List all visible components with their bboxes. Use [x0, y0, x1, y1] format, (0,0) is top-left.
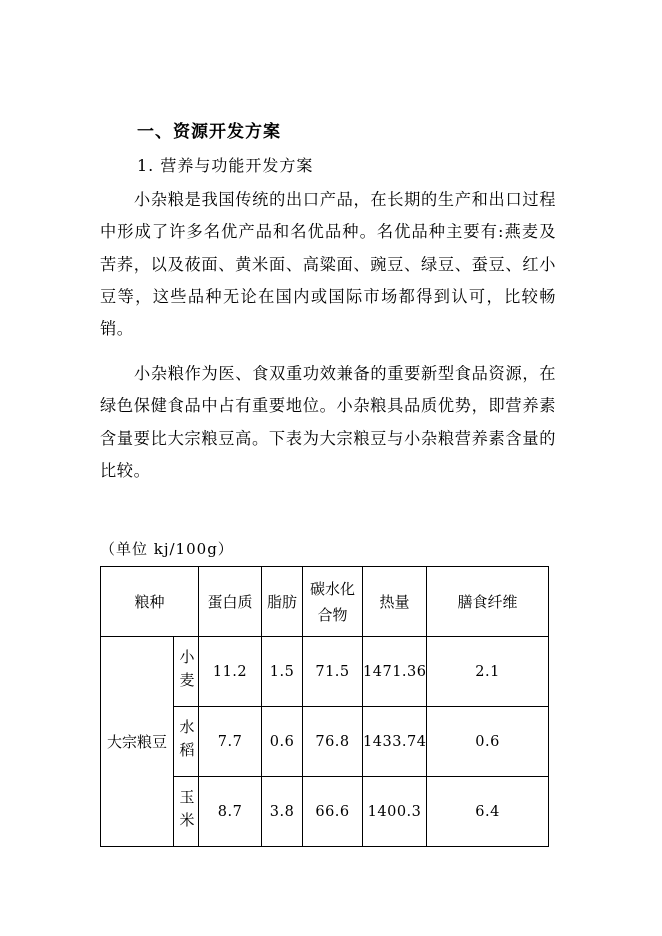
fiber-cell: 0.6 — [427, 707, 549, 777]
header-carbohydrate: 碳水化合物 — [303, 567, 363, 637]
carbohydrate-cell: 66.6 — [303, 777, 363, 847]
protein-cell: 7.7 — [199, 707, 262, 777]
fat-cell: 1.5 — [262, 637, 303, 707]
fat-cell: 3.8 — [262, 777, 303, 847]
paragraph-intro: 小杂粮是我国传统的出口产品，在长期的生产和出口过程中形成了许多名优产品和名优品种。名优品种主要有:燕麦及苦荞，以及莜面、黄米面、高粱面、豌豆、绿豆、蚕豆、红小豆等，这些品种无论在国内或国际市场都得到认可，比较畅销。 — [100, 190, 556, 339]
carbohydrate-cell: 71.5 — [303, 637, 363, 707]
carbohydrate-cell: 76.8 — [303, 707, 363, 777]
fiber-cell: 2.1 — [427, 637, 549, 707]
header-fat: 脂肪 — [262, 567, 303, 637]
protein-cell: 8.7 — [199, 777, 262, 847]
protein-cell: 11.2 — [199, 637, 262, 707]
crop-name: 小麦 — [177, 648, 196, 695]
table-header-row — [101, 567, 549, 637]
header-grain-type: 粮种 — [101, 567, 199, 637]
fat-cell: 0.6 — [262, 707, 303, 777]
table-unit-note: （单位 kj/100g） — [100, 540, 234, 558]
subsection-heading: 1. 营养与功能开发方案 — [137, 156, 314, 175]
header-protein: 蛋白质 — [199, 567, 262, 637]
calories-cell: 1433.74 — [363, 707, 427, 777]
calories-cell: 1471.36 — [363, 637, 427, 707]
crop-cell — [174, 777, 199, 847]
nutrition-table — [100, 566, 549, 847]
section-heading: 一、资源开发方案 — [137, 122, 281, 142]
crop-name: 水稻 — [177, 718, 196, 765]
fiber-cell: 6.4 — [427, 777, 549, 847]
group-label-cell: 大宗粮豆 — [101, 637, 174, 847]
header-fiber: 膳食纤维 — [427, 567, 549, 637]
paragraph-nutrition: 小杂粮作为医、食双重功效兼备的重要新型食品资源，在绿色保健食品中占有重要地位。小杂粮具品质优势，即营养素含量要比大宗粮豆高。下表为大宗粮豆与小杂粮营养素含量的比较。 — [100, 364, 556, 480]
crop-cell — [174, 707, 199, 777]
header-calories: 热量 — [363, 567, 427, 637]
crop-cell — [174, 637, 199, 707]
crop-name: 玉米 — [177, 788, 196, 835]
table-row — [101, 637, 549, 707]
calories-cell: 1400.3 — [363, 777, 427, 847]
